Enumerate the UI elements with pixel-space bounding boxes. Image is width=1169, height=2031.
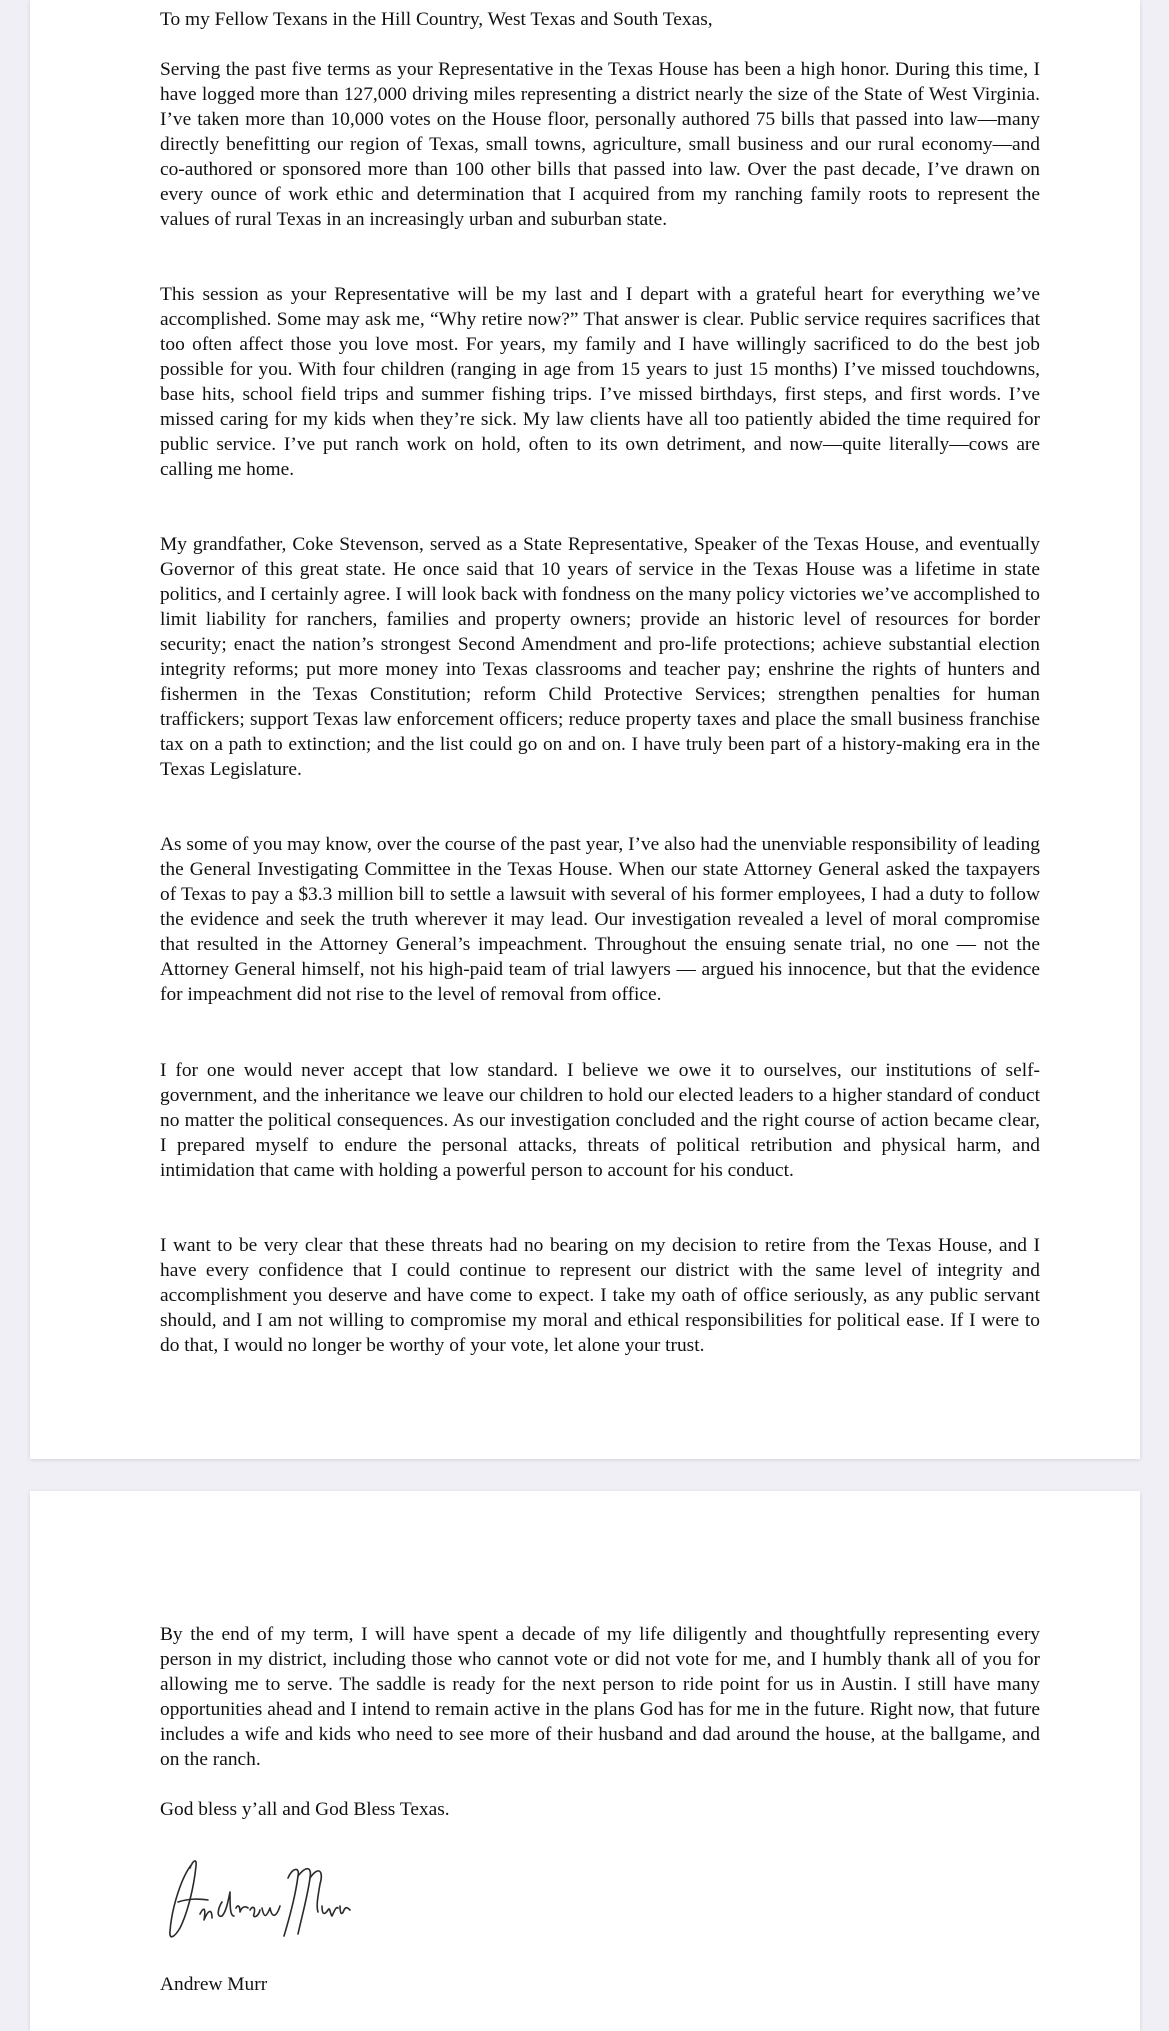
paragraph-7: By the end of my term, I will have spent a decade of my life diligently and thoughtfully representing every person in my district, including those who cannot vote or did not vote for me, and I humbly thank all of you for allowing me to serve. The saddle is ready for the next person to ride point for us in Austin. I still have many opportunities ahead and I intend to remain active in the plans God has for me in the future. Right now, that future includes a wife and kids who need to see more of their husband and dad around the house, at the ballgame, and on the ranch. <box>160 1624 1040 1770</box>
signature-icon <box>160 1836 360 1956</box>
paragraph-1: Serving the past five terms as your Representative in the Texas House has been a high honor. During this time, I have logged more than 127,000 driving miles representing a district nearly the size of the State of West Virginia. I’ve taken more than 10,000 votes on the House floor, personally authored 75 bills that passed into law—many directly benefitting our region of Texas, small towns, agriculture, small business and our rural economy—and co-authored or sponsored more than 100 other bills that passed into law. Over the past decade, I’ve drawn on every ounce of work ethic and determination that I acquired from my ranching family roots to represent the values of rural Texas in an increasingly urban and suburban state. <box>160 59 1040 230</box>
closing-blessing: God bless y’all and God Bless Texas. <box>160 1799 450 1820</box>
paragraph-4: As some of you may know, over the course of the past year, I’ve also had the unenviable responsibility of leading the General Investigating Committee in the Texas House. When our state Attorney General asked the taxpayers of Texas to pay a $3.3 million bill to settle a lawsuit with several of his former employees, I had a duty to follow the evidence and seek the truth wherever it may lead. Our investigation revealed a level of moral compromise that resulted in the Attorney General’s impeachment. Throughout the ensuing senate trial, no one — not the Attorney General himself, not his high-paid team of trial lawyers — argued his innocence, but that the evidence for impeachment did not rise to the level of removal from office. <box>160 834 1041 1005</box>
salutation: To my Fellow Texans in the Hill Country, West Texas and South Texas, <box>160 9 713 30</box>
paragraph-6: I want to be very clear that these threats had no bearing on my decision to retire from the Texas House, and I have every confidence that I could continue to represent our district with the same level of integrity and accomplishment you deserve and have come to expect. I take my oath of office seriously, as any public servant should, and I am not willing to compromise my moral and ethical responsibilities for political ease. If I were to do that, I would no longer be worthy of your vote, let alone your trust. <box>160 1235 1040 1356</box>
paragraph-2: This session as your Representative will be my last and I depart with a grateful heart for everything we’ve accomplished. Some may ask me, “Why retire now?” That answer is clear. Public service requires sacrifices that too often affect those you love most. For years, my family and I have willingly sacrificed to do the best job possible for you. With four children (ranging in age from 15 years to just 15 months) I’ve missed touchdowns, base hits, school field trips and summer fishing trips. I’ve missed birthdays, first steps, and first words. I’ve missed caring for my kids when they’re sick. My law clients have all too patiently abided the time required for public service. I’ve put ranch work on hold, often to its own detriment, and now—quite literally—cows are calling me home. <box>160 284 1040 480</box>
paragraph-5: I for one would never accept that low standard. I believe we owe it to ourselves, our institutions of self-government, and the inheritance we leave our children to hold our elected leaders to a higher standard of conduct no matter the political consequences. As our investigation concluded and the right course of action became clear, I prepared myself to endure the personal attacks, threats of political retribution and physical harm, and intimidation that came with holding a powerful person to account for his conduct. <box>160 1060 1040 1181</box>
signer-name: Andrew Murr <box>160 1974 268 1995</box>
letter-page-1 <box>30 0 1140 1459</box>
letter-page-2 <box>30 1491 1140 2031</box>
paragraph-3: My grandfather, Coke Stevenson, served as a State Representative, Speaker of the Texas House, and eventually Governor of this great state. He once said that 10 years of service in the Texas House was a lifetime in state politics, and I certainly agree. I will look back with fondness on the many policy victories we’ve accomplished to limit liability for ranchers, families and property owners; provide an historic level of resources for border security; enact the nation’s strongest Second Amendment and pro-life protections; achieve substantial election integrity reforms; put more money into Texas classrooms and teacher pay; enshrine the rights of hunters and fishermen in the Texas Constitution; reform Child Protective Services; strengthen penalties for human traffickers; support Texas law enforcement officers; reduce property taxes and place the small business franchise tax on a path to extinction; and the list could go on and on. I have truly been part of a history-making era in the Texas Legislature. <box>160 534 1040 780</box>
